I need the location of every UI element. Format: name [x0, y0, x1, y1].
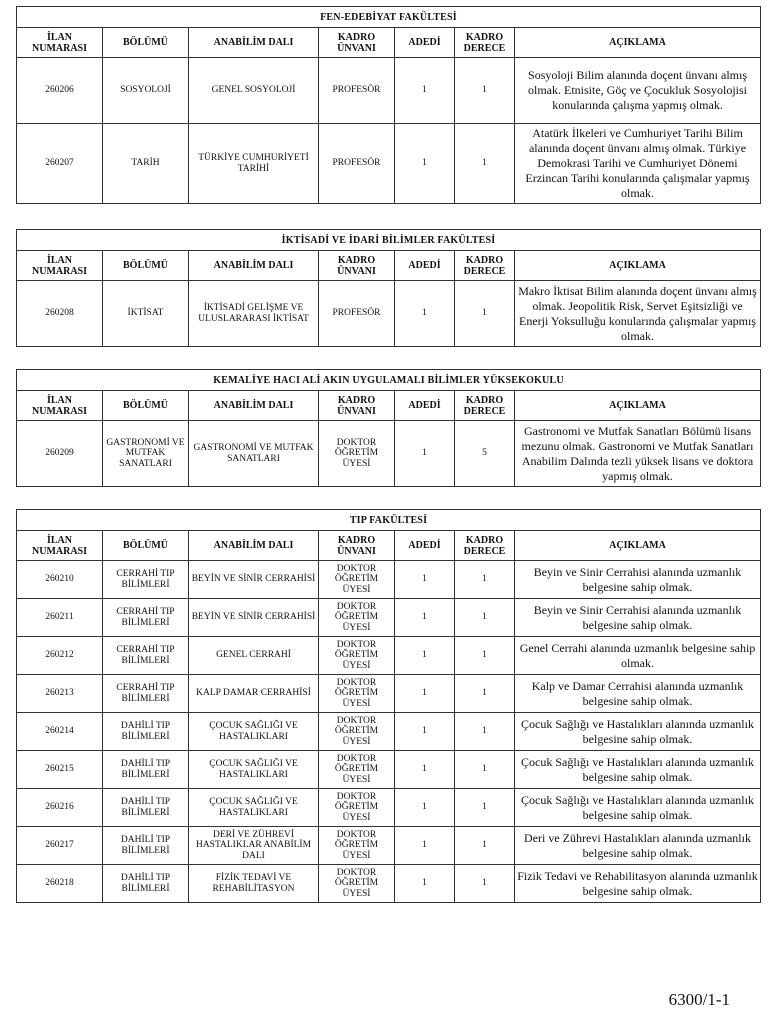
ilan-number: 260213: [17, 675, 103, 713]
ilan-number: 260218: [17, 865, 103, 903]
count: 1: [395, 124, 455, 204]
department: TARİH: [103, 124, 189, 204]
department: CERRAHİ TIP BİLİMLERİ: [103, 599, 189, 637]
subdivision: TÜRKİYE CUMHURİYETİ TARİHİ: [189, 124, 319, 204]
subdivision: ÇOCUK SAĞLIĞI VE HASTALIKLARI: [189, 751, 319, 789]
ilan-number: 260207: [17, 124, 103, 204]
degree: 1: [455, 713, 515, 751]
header-adet: ADEDİ: [395, 391, 455, 421]
count: 1: [395, 789, 455, 827]
header-unvan: KADRO ÜNVANI: [319, 531, 395, 561]
header-anabilim: ANABİLİM DALI: [189, 531, 319, 561]
subdivision: GASTRONOMİ VE MUTFAK SANATLARI: [189, 421, 319, 487]
position-title: DOKTOR ÖĞRETİM ÜYESİ: [319, 789, 395, 827]
position-title: PROFESÖR: [319, 281, 395, 347]
ilan-number: 260216: [17, 789, 103, 827]
page-number: 6300/1-1: [668, 990, 730, 1009]
department: CERRAHİ TIP BİLİMLERİ: [103, 675, 189, 713]
count: 1: [395, 751, 455, 789]
count: 1: [395, 865, 455, 903]
count: 1: [395, 561, 455, 599]
table-row: [17, 281, 761, 347]
ilan-number: 260212: [17, 637, 103, 675]
ilan-number: 260208: [17, 281, 103, 347]
description: Gastronomi ve Mutfak Sanatları Bölümü lisans mezunu olmak. Gastronomi ve Mutfak Sanatları Anabilim Dalında tezli yüksek lisans ve doktora yapmış olmak.: [515, 421, 761, 487]
description: Makro İktisat Bilim alanında doçent ünvanı almış olmak. Jeopolitik Risk, Servet Eşitsizliği ve Enerji Yoksulluğu konularında çalışmalar yapmış olmak.: [515, 281, 761, 347]
header-anabilim: ANABİLİM DALI: [189, 391, 319, 421]
header-unvan: KADRO ÜNVANI: [319, 391, 395, 421]
department: DAHİLİ TIP BİLİMLERİ: [103, 751, 189, 789]
header-derece: KADRO DERECE: [455, 28, 515, 58]
degree: 1: [455, 637, 515, 675]
degree: 1: [455, 827, 515, 865]
department: CERRAHİ TIP BİLİMLERİ: [103, 637, 189, 675]
header-bolum: BÖLÜMÜ: [103, 28, 189, 58]
subdivision: FİZİK TEDAVİ VE REHABİLİTASYON: [189, 865, 319, 903]
header-ilan: İLAN NUMARASI: [17, 531, 103, 561]
position-title: DOKTOR ÖĞRETİM ÜYESİ: [319, 751, 395, 789]
department: SOSYOLOJİ: [103, 58, 189, 124]
subdivision: DERİ VE ZÜHREVİ HASTALIKLAR ANABİLİM DALI: [189, 827, 319, 865]
header-adet: ADEDİ: [395, 28, 455, 58]
ilan-number: 260215: [17, 751, 103, 789]
degree: 1: [455, 865, 515, 903]
degree: 1: [455, 599, 515, 637]
table-row: [17, 827, 761, 865]
count: 1: [395, 599, 455, 637]
header-bolum: BÖLÜMÜ: [103, 251, 189, 281]
header-derece: KADRO DERECE: [455, 531, 515, 561]
position-title: PROFESÖR: [319, 124, 395, 204]
section-table-fen-edebiyat: [16, 6, 761, 204]
count: 1: [395, 637, 455, 675]
department: DAHİLİ TIP BİLİMLERİ: [103, 789, 189, 827]
section-title: KEMALİYE HACI ALİ AKIN UYGULAMALI BİLİMLER YÜKSEKOKULU: [17, 370, 761, 391]
description: Deri ve Zührevi Hastalıkları alanında uzmanlık belgesine sahip olmak.: [515, 827, 761, 865]
degree: 1: [455, 281, 515, 347]
degree: 1: [455, 561, 515, 599]
position-title: DOKTOR ÖĞRETİM ÜYESİ: [319, 865, 395, 903]
section-title: TIP FAKÜLTESİ: [17, 510, 761, 531]
ilan-number: 260210: [17, 561, 103, 599]
header-anabilim: ANABİLİM DALI: [189, 251, 319, 281]
count: 1: [395, 827, 455, 865]
subdivision: GENEL SOSYOLOJİ: [189, 58, 319, 124]
department: İKTİSAT: [103, 281, 189, 347]
count: 1: [395, 281, 455, 347]
header-ilan: İLAN NUMARASI: [17, 391, 103, 421]
description: Kalp ve Damar Cerrahisi alanında uzmanlık belgesine sahip olmak.: [515, 675, 761, 713]
header-bolum: BÖLÜMÜ: [103, 531, 189, 561]
subdivision: KALP DAMAR CERRAHİSİ: [189, 675, 319, 713]
header-aciklama: AÇIKLAMA: [515, 531, 761, 561]
header-bolum: BÖLÜMÜ: [103, 391, 189, 421]
table-row: [17, 713, 761, 751]
table-row: [17, 58, 761, 124]
position-title: DOKTOR ÖĞRETİM ÜYESİ: [319, 827, 395, 865]
description: Çocuk Sağlığı ve Hastalıkları alanında uzmanlık belgesine sahip olmak.: [515, 789, 761, 827]
ilan-number: 260217: [17, 827, 103, 865]
subdivision: ÇOCUK SAĞLIĞI VE HASTALIKLARI: [189, 789, 319, 827]
header-adet: ADEDİ: [395, 251, 455, 281]
header-aciklama: AÇIKLAMA: [515, 28, 761, 58]
table-row: [17, 675, 761, 713]
department: DAHİLİ TIP BİLİMLERİ: [103, 827, 189, 865]
header-adet: ADEDİ: [395, 531, 455, 561]
subdivision: ÇOCUK SAĞLIĞI VE HASTALIKLARI: [189, 713, 319, 751]
count: 1: [395, 421, 455, 487]
description: Beyin ve Sinir Cerrahisi alanında uzmanlık belgesine sahip olmak.: [515, 561, 761, 599]
degree: 1: [455, 58, 515, 124]
header-derece: KADRO DERECE: [455, 251, 515, 281]
description: Sosyoloji Bilim alanında doçent ünvanı almış olmak. Etnisite, Göç ve Çocukluk Sosyolojisi konularında çalışma yapmış olmak.: [515, 58, 761, 124]
description: Çocuk Sağlığı ve Hastalıkları alanında uzmanlık belgesine sahip olmak.: [515, 713, 761, 751]
description: Atatürk İlkeleri ve Cumhuriyet Tarihi Bilim alanında doçent ünvanı almış olmak. Türkiye Demokrasi Tarihi ve Cumhuriyet Dönemi Erzincan Tarihi konularında çalışmalar yapmış olmak.: [515, 124, 761, 204]
header-ilan: İLAN NUMARASI: [17, 251, 103, 281]
subdivision: GENEL CERRAHİ: [189, 637, 319, 675]
subdivision: BEYİN VE SİNİR CERRAHİSİ: [189, 561, 319, 599]
degree: 5: [455, 421, 515, 487]
department: GASTRONOMİ VE MUTFAK SANATLARI: [103, 421, 189, 487]
ilan-number: 260214: [17, 713, 103, 751]
header-ilan: İLAN NUMARASI: [17, 28, 103, 58]
count: 1: [395, 713, 455, 751]
subdivision: İKTİSADİ GELİŞME VE ULUSLARARASI İKTİSAT: [189, 281, 319, 347]
header-unvan: KADRO ÜNVANI: [319, 251, 395, 281]
section-title: İKTİSADİ VE İDARİ BİLİMLER FAKÜLTESİ: [17, 230, 761, 251]
table-row: [17, 865, 761, 903]
ilan-number: 260209: [17, 421, 103, 487]
count: 1: [395, 58, 455, 124]
ilan-number: 260206: [17, 58, 103, 124]
department: DAHİLİ TIP BİLİMLERİ: [103, 865, 189, 903]
position-title: PROFESÖR: [319, 58, 395, 124]
position-title: DOKTOR ÖĞRETİM ÜYESİ: [319, 421, 395, 487]
ilan-number: 260211: [17, 599, 103, 637]
position-title: DOKTOR ÖĞRETİM ÜYESİ: [319, 675, 395, 713]
position-title: DOKTOR ÖĞRETİM ÜYESİ: [319, 713, 395, 751]
table-row: [17, 561, 761, 599]
position-title: DOKTOR ÖĞRETİM ÜYESİ: [319, 561, 395, 599]
degree: 1: [455, 675, 515, 713]
section-table-iktisadi: [16, 229, 761, 347]
position-title: DOKTOR ÖĞRETİM ÜYESİ: [319, 599, 395, 637]
table-row: [17, 599, 761, 637]
degree: 1: [455, 789, 515, 827]
header-aciklama: AÇIKLAMA: [515, 391, 761, 421]
header-unvan: KADRO ÜNVANI: [319, 28, 395, 58]
position-title: DOKTOR ÖĞRETİM ÜYESİ: [319, 637, 395, 675]
header-derece: KADRO DERECE: [455, 391, 515, 421]
department: CERRAHİ TIP BİLİMLERİ: [103, 561, 189, 599]
table-row: [17, 124, 761, 204]
table-row: [17, 751, 761, 789]
count: 1: [395, 675, 455, 713]
table-row: [17, 789, 761, 827]
degree: 1: [455, 124, 515, 204]
description: Genel Cerrahi alanında uzmanlık belgesine sahip olmak.: [515, 637, 761, 675]
description: Çocuk Sağlığı ve Hastalıkları alanında uzmanlık belgesine sahip olmak.: [515, 751, 761, 789]
section-table-tip: [16, 509, 761, 903]
department: DAHİLİ TIP BİLİMLERİ: [103, 713, 189, 751]
section-title: FEN-EDEBİYAT FAKÜLTESİ: [17, 7, 761, 28]
description: Beyin ve Sinir Cerrahisi alanında uzmanlık belgesine sahip olmak.: [515, 599, 761, 637]
header-aciklama: AÇIKLAMA: [515, 251, 761, 281]
table-row: [17, 637, 761, 675]
subdivision: BEYİN VE SİNİR CERRAHİSİ: [189, 599, 319, 637]
section-table-kemaliye: [16, 369, 761, 487]
description: Fizik Tedavi ve Rehabilitasyon alanında uzmanlık belgesine sahip olmak.: [515, 865, 761, 903]
degree: 1: [455, 751, 515, 789]
header-anabilim: ANABİLİM DALI: [189, 28, 319, 58]
table-row: [17, 421, 761, 487]
